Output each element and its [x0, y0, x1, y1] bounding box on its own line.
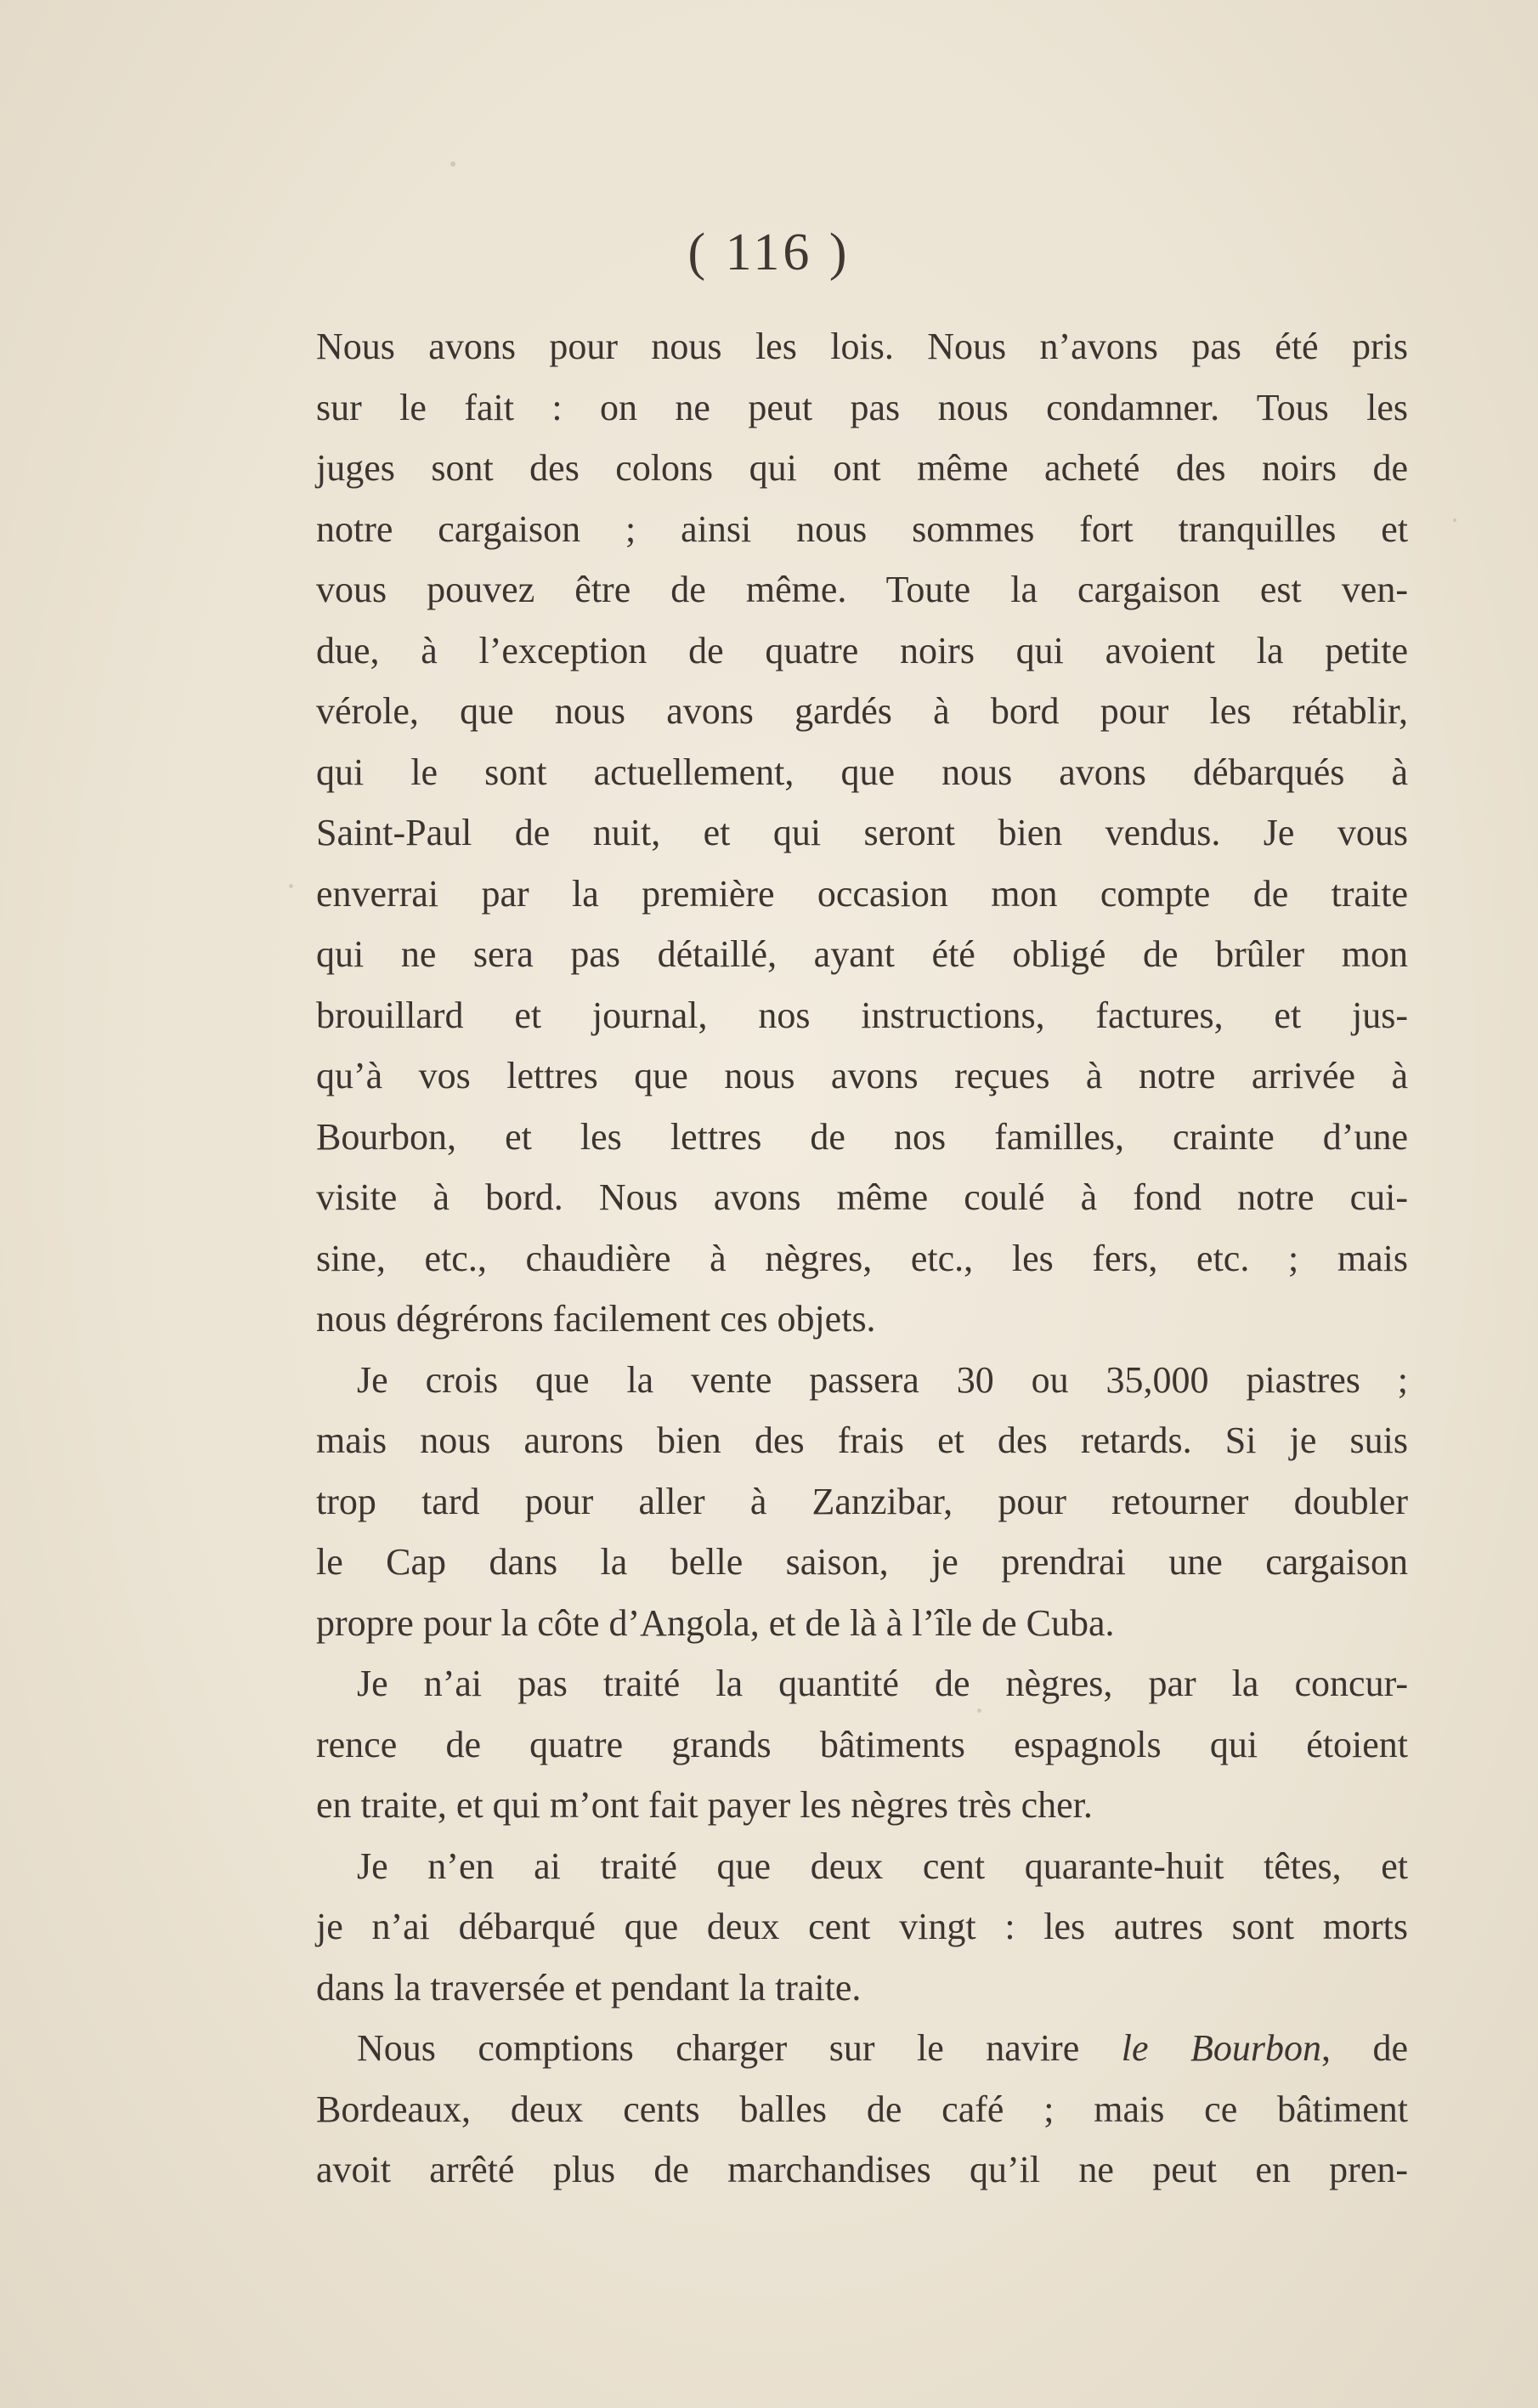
text-line: Saint-Paul de nuit, et qui seront bien vendus. Je vous — [316, 812, 1408, 853]
text-line: Bourbon, et les lettres de nos familles, crainte d’une — [316, 1115, 1408, 1158]
text-line: juges sont des colons qui ont même acheté des noirs de — [316, 447, 1408, 489]
text-line — [316, 2018, 1408, 2079]
text-line: enverrai par la première occasion mon compte de traite — [316, 872, 1408, 915]
paragraph — [316, 1836, 1408, 2019]
text-line: rence de quatre grands bâtiments espagnols qui étoient — [316, 1723, 1408, 1765]
text-line: Nous avons pour nous les lois. Nous n’avons pas été pris — [316, 326, 1408, 367]
text-line: sine, etc., chaudière à nègres, etc., les fers, etc. ; mais — [316, 1237, 1408, 1279]
text-line: trop tard pour aller à Zanzibar, pour retourner doubler — [316, 1480, 1408, 1522]
text-line: due, à l’exception de quatre noirs qui avoient la petite — [316, 629, 1408, 671]
body-text — [316, 316, 1408, 2201]
text-line: notre cargaison ; ainsi nous sommes fort tranquilles et — [316, 507, 1408, 550]
text-line: Je n’ai pas traité la quantité de nègres, par la concur- — [357, 1663, 1408, 1704]
ship-name: le Bourbon — [1121, 2027, 1321, 2069]
text-line: en traite, et qui m’ont fait payer les nègres très cher. — [316, 1784, 1093, 1826]
paragraph — [316, 2018, 1408, 2201]
paragraph — [316, 1350, 1408, 1654]
paragraph — [316, 316, 1408, 1350]
paper-speck — [450, 161, 455, 167]
text-line: le Cap dans la belle saison, je prendrai une cargaison — [316, 1541, 1408, 1583]
paragraph — [316, 1653, 1408, 1836]
text-line: je n’ai débarqué que deux cent vingt : les autres sont morts — [316, 1906, 1408, 1947]
text-line: vous pouvez être de même. Toute la cargaison est ven- — [316, 569, 1408, 610]
text-line: qui ne sera pas détaillé, ayant été obligé de brûler mon — [316, 933, 1408, 975]
text-line: sur le fait : on ne peut pas nous condamner. Tous les — [316, 386, 1408, 428]
text-line: Bordeaux, deux cents balles de café ; mais ce bâtiment — [316, 2088, 1408, 2130]
text-line: Je crois que la vente passera 30 ou 35,000 piastres ; — [357, 1358, 1408, 1401]
text-line: propre pour la côte d’Angola, et de là à l’île de Cuba. — [316, 1601, 1115, 1644]
text-line: dans la traversée et pendant la traite. — [316, 1966, 862, 2009]
page-number: ( 116 ) — [687, 224, 851, 281]
text-segment: Nous comptions charger sur le navire — [357, 2027, 1122, 2069]
text-line: mais nous aurons bien des frais et des retards. Si je suis — [316, 1419, 1408, 1461]
text-line: qu’à vos lettres que nous avons reçues à notre arrivée à — [316, 1055, 1408, 1096]
text-line: avoit arrêté plus de marchandises qu’il ne peut en pren- — [316, 2149, 1408, 2190]
text-line: nous dégrérons facilement ces objets. — [316, 1298, 876, 1340]
text-segment: , de — [1320, 2027, 1408, 2069]
paper-speck — [977, 1708, 981, 1713]
paper-speck — [289, 884, 293, 888]
text-line: qui le sont actuellement, que nous avons débarqués à — [316, 751, 1408, 793]
text-line: vérole, que nous avons gardés à bord pour les rétablir, — [316, 690, 1408, 732]
paper-speck — [1453, 518, 1456, 522]
text-line: Je n’en ai traité que deux cent quarante-huit têtes, et — [357, 1844, 1408, 1887]
text-line: visite à bord. Nous avons même coulé à fond notre cui- — [316, 1176, 1408, 1218]
text-line: brouillard et journal, nos instructions, factures, et jus- — [316, 994, 1408, 1036]
